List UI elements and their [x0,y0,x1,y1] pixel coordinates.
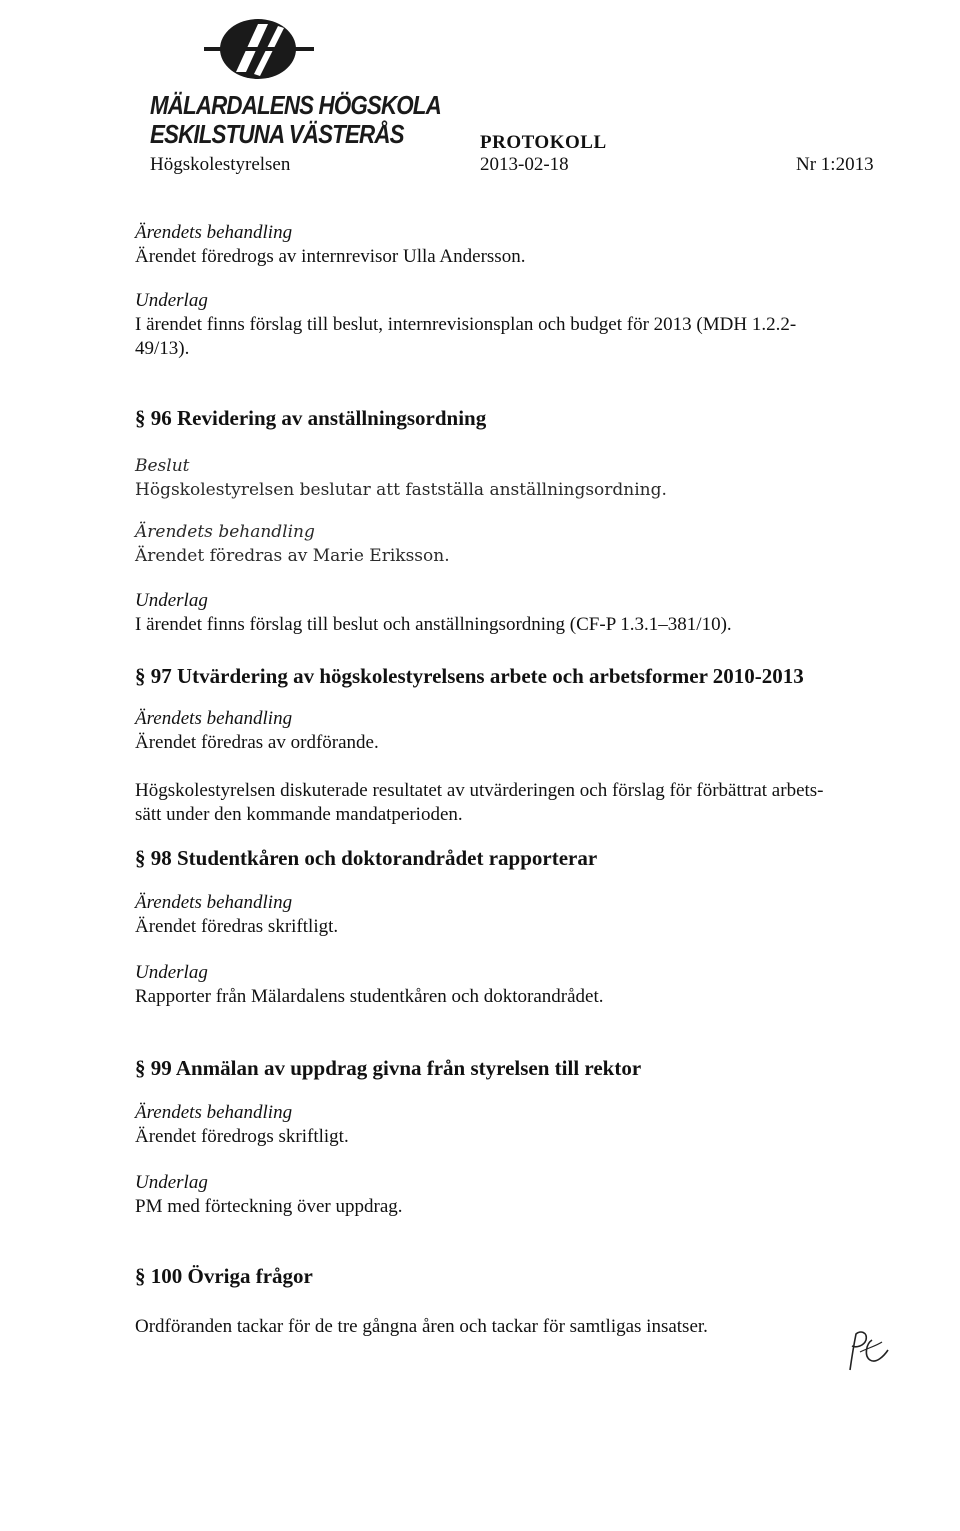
beslut-label: Beslut [135,456,190,476]
university-logo-icon [196,14,316,84]
beslut-text: Högskolestyrelsen beslutar att fastställa anställningsordning. [135,480,667,500]
handwritten-initials-icon [842,1326,902,1376]
handling-label: Ärendets behandling [135,522,315,542]
underlag-label: Underlag [135,590,208,611]
meeting-date: 2013-02-18 [480,154,569,175]
university-name-line1: MÄLARDALENS HÖGSKOLA [150,90,441,120]
handling-label: Ärendets behandling [135,1102,293,1123]
body-text-cont: sätt under den kommande mandatperioden. [135,804,463,825]
underlag-text: PM med förteckning över uppdrag. [135,1196,403,1217]
underlag-text: I ärendet finns förslag till beslut och anställningsordning (CF-P 1.3.1–381/10). [135,614,732,635]
body-text: Högskolestyrelsen diskuterade resultatet av utvärderingen och förslag för förbättrat arbets- [135,780,824,801]
document-type: PROTOKOLL [480,132,607,153]
handling-text: Ärendet föredras av Marie Eriksson. [135,546,450,566]
section-heading-98: § 98 Studentkåren och doktorandrådet rapporterar [135,846,598,870]
handling-text: Ärendet föredrogs skriftligt. [135,1126,349,1147]
underlag-label: Underlag [135,962,208,983]
handling-label: Ärendets behandling [135,708,293,729]
underlag-text-cont: 49/13). [135,338,190,359]
underlag-label: Underlag [135,290,208,311]
handling-text: Ärendet föredras av ordförande. [135,732,379,753]
organisation-name: Högskolestyrelsen [150,154,291,175]
university-name-line2: ESKILSTUNA VÄSTERÅS [150,119,404,149]
underlag-text: I ärendet finns förslag till beslut, internrevisionsplan och budget för 2013 (MDH 1.2.2- [135,314,797,335]
section-heading-99: § 99 Anmälan av uppdrag givna från styrelsen till rektor [135,1056,642,1080]
handling-label: Ärendets behandling [135,892,293,913]
handling-text: Ärendet föredras skriftligt. [135,916,339,937]
underlag-label: Underlag [135,1172,208,1193]
section-heading-96: § 96 Revidering av anställningsordning [135,406,487,430]
section-heading-100: § 100 Övriga frågor [135,1264,313,1288]
section-heading-97: § 97 Utvärdering av högskolestyrelsens arbete och arbetsformer 2010-2013 [135,664,804,688]
handling-label: Ärendets behandling [135,222,293,243]
body-text: Ordföranden tackar för de tre gångna åren och tackar för samtligas insatser. [135,1316,708,1337]
underlag-text: Rapporter från Mälardalens studentkåren och doktorandrådet. [135,986,604,1007]
protocol-number: Nr 1:2013 [796,154,874,175]
handling-text: Ärendet föredrogs av internrevisor Ulla Andersson. [135,246,526,267]
